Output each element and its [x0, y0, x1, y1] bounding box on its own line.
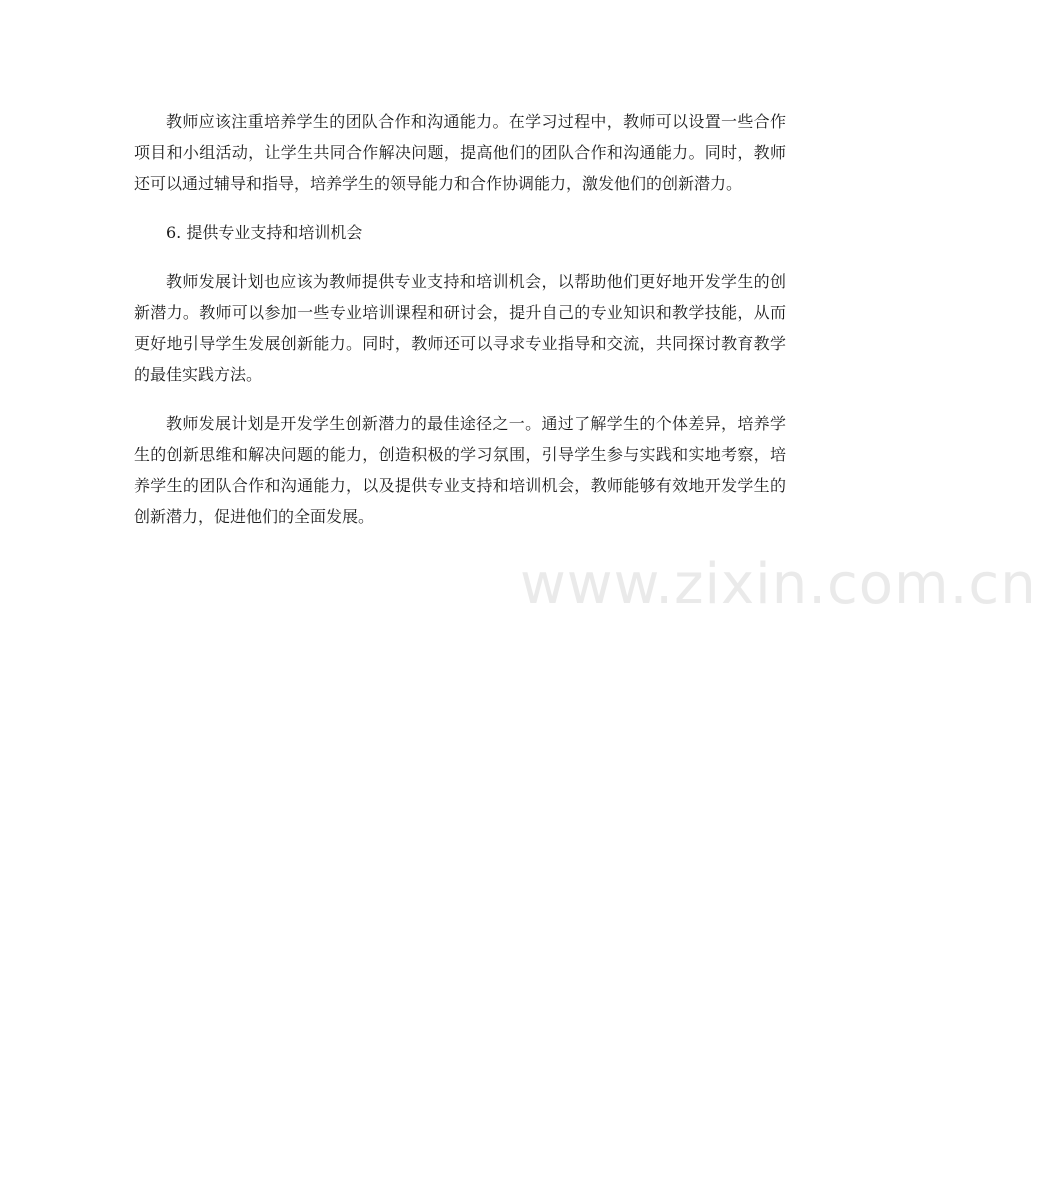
document-body: [134, 106, 786, 532]
section-heading-6: 6. 提供专业支持和培训机会: [166, 223, 363, 242]
paragraph-conclusion: 教师发展计划是开发学生创新潜力的最佳途径之一。通过了解学生的个体差异，培养学生的创新思维和解决问题的能力，创造积极的学习氛围，引导学生参与实践和实地考察，培养学生的团队合作和沟通能力，以及提供专业支持和培训机会，教师能够有效地开发学生的创新潜力，促进他们的全面发展。: [134, 414, 786, 526]
paragraph-teamwork: 教师应该注重培养学生的团队合作和沟通能力。在学习过程中，教师可以设置一些合作项目和小组活动，让学生共同合作解决问题，提高他们的团队合作和沟通能力。同时，教师还可以通过辅导和指导，培养学生的领导能力和合作协调能力，激发他们的创新潜力。: [134, 112, 786, 193]
paragraph-professional-support: 教师发展计划也应该为教师提供专业支持和培训机会，以帮助他们更好地开发学生的创新潜力。教师可以参加一些专业培训课程和研讨会，提升自己的专业知识和教学技能，从而更好地引导学生发展创新能力。同时，教师还可以寻求专业指导和交流，共同探讨教育教学的最佳实践方法。: [134, 272, 786, 384]
watermark-text: www.zixin.com.cn: [520, 552, 1037, 617]
